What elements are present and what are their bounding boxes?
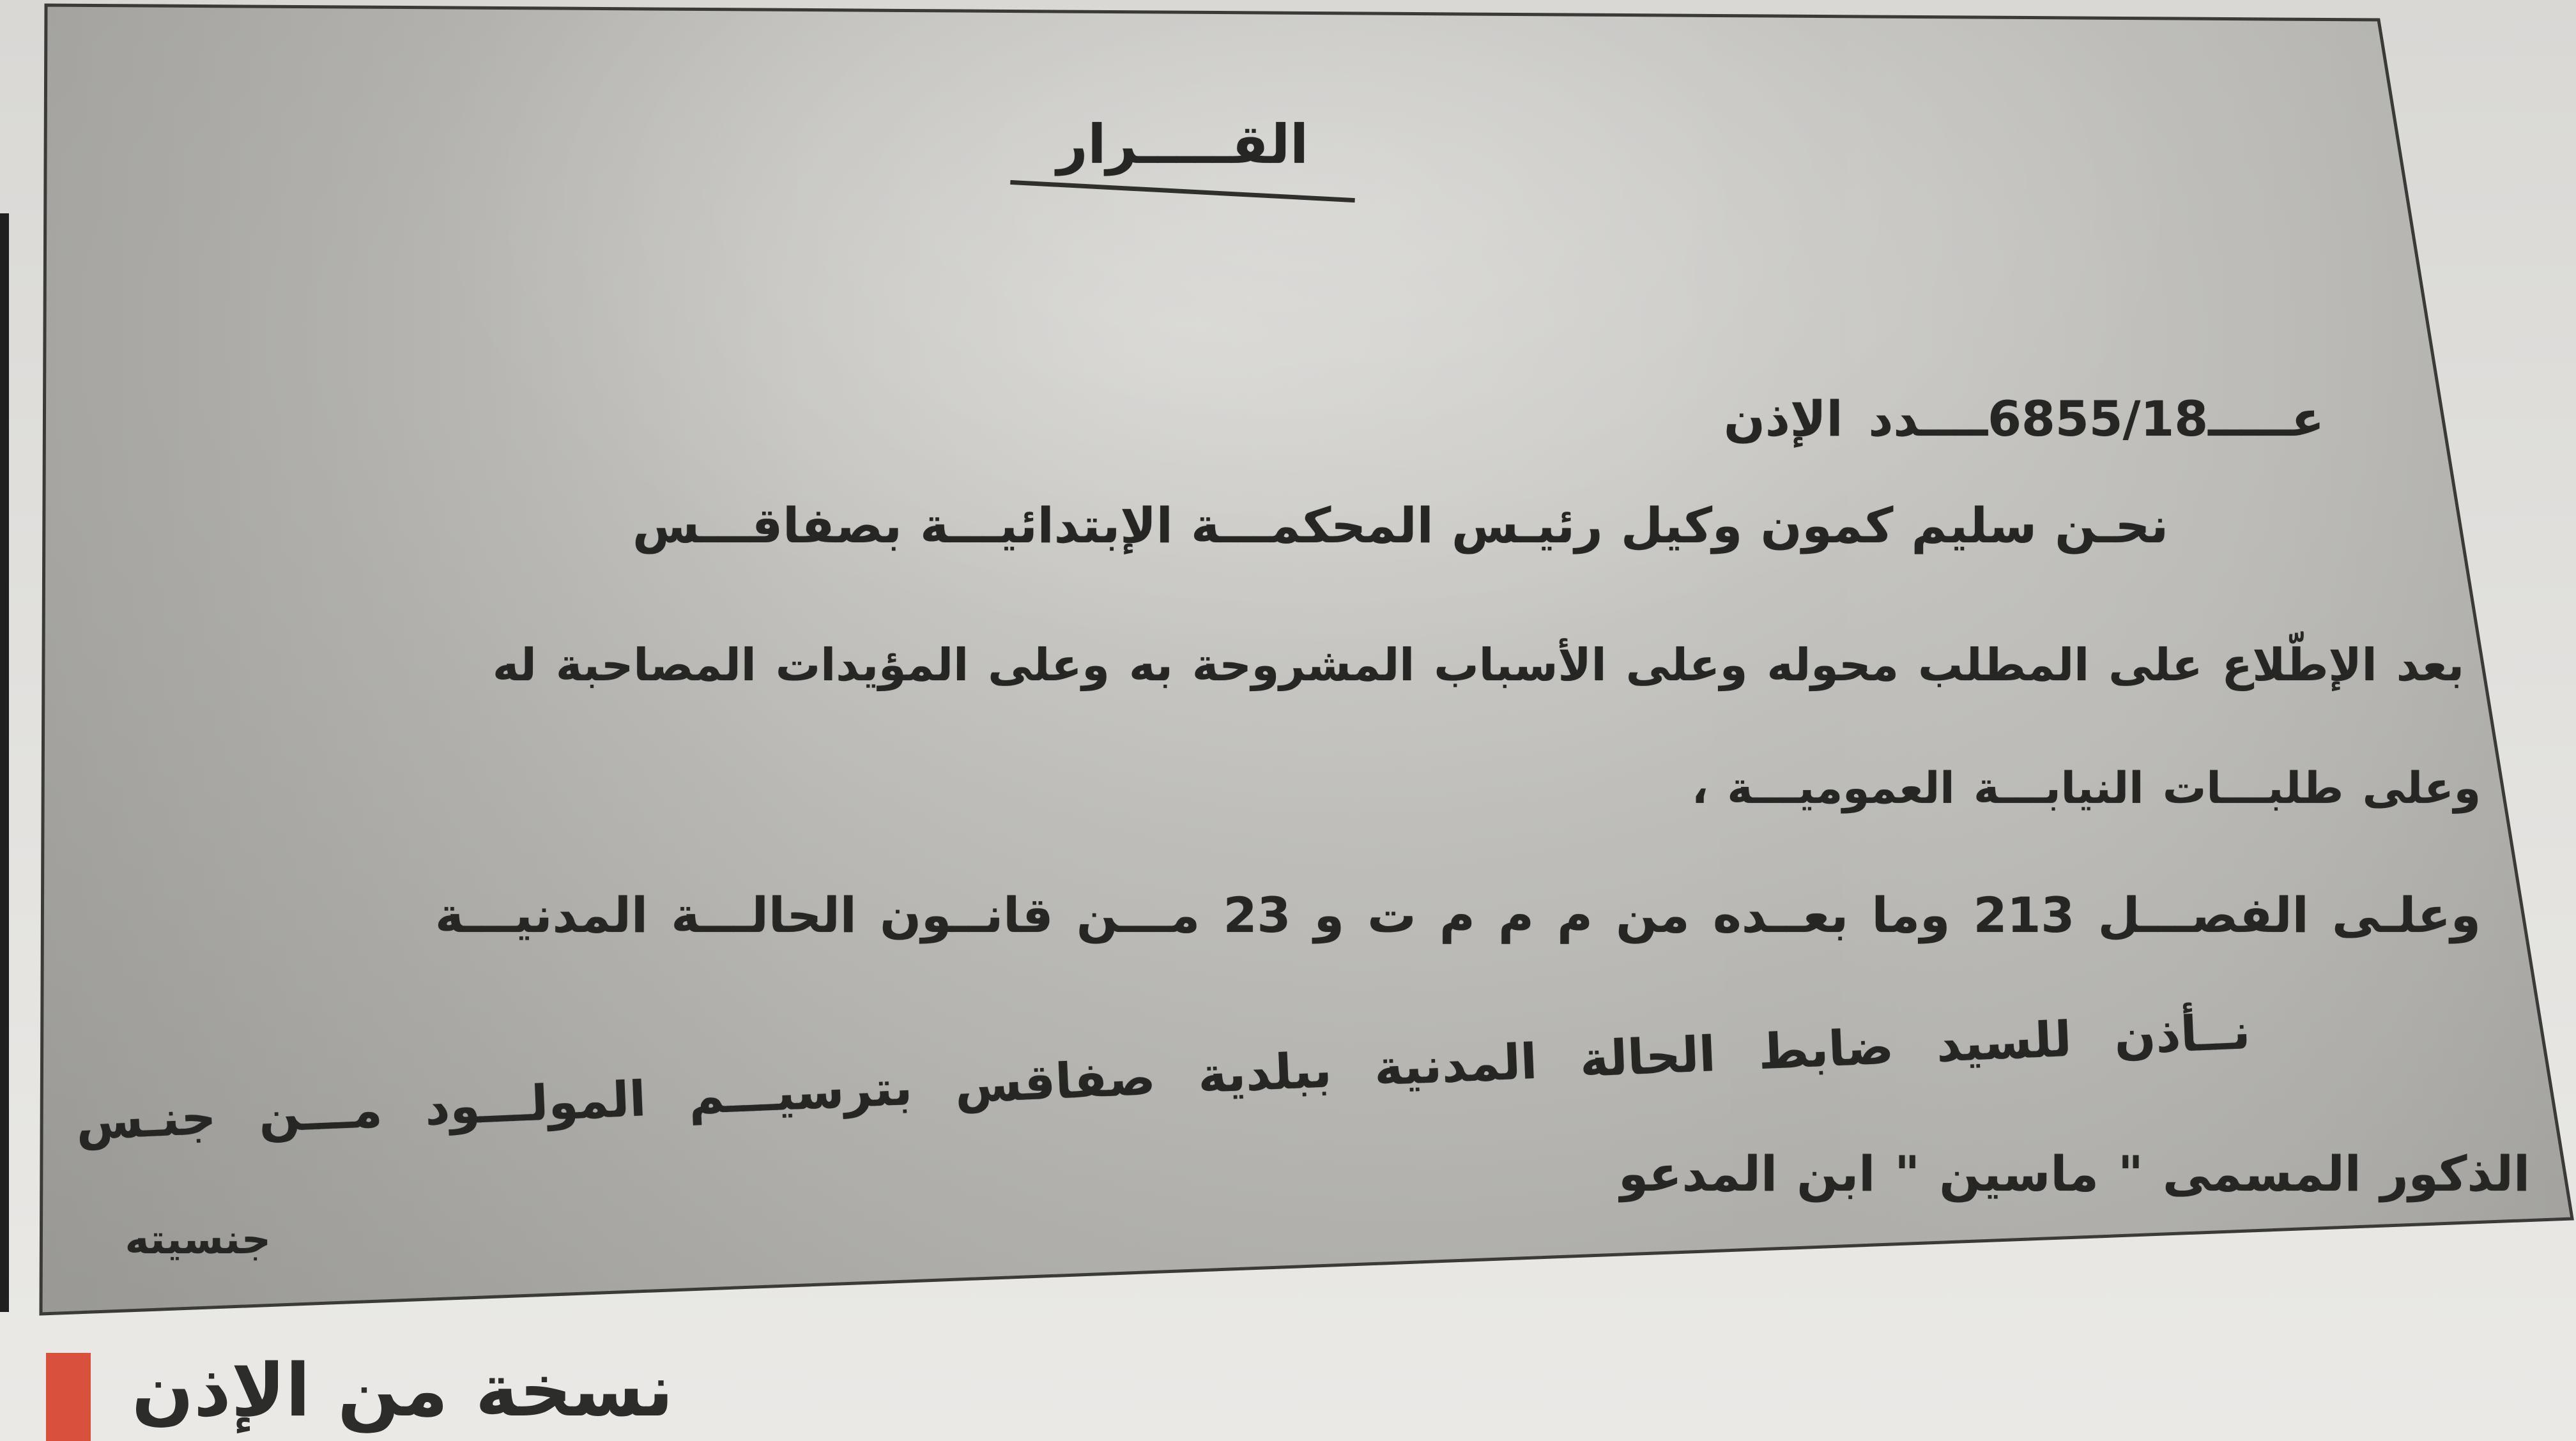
authorization-line: نــأذن للسيد ضابط الحالة المدنية ببلدية صفاقس بترسيـــم المولـــود مـــن جنـس [75, 1003, 2251, 1151]
decision-title: القـــــرار [1057, 113, 1308, 176]
judge-line: نحـن سليم كمون وكيل رئيـس المحكمـــة الإبتدائيـــة بصفاقـــس [632, 497, 2168, 554]
review-line: بعد الإطّلاع على المطلب محوله وعلى الأسباب المشروحة به وعلى المؤيدات المصاحبة له [493, 639, 2464, 691]
caption-title: نسخة من الإذن [132, 1348, 673, 1433]
legal-basis-line: وعلـى الفصـــل 213 وما بعــده من م م م ت و 23 مـــن قانــون الحالـــة المدنيـــة [435, 887, 2481, 943]
child-name-line: الذكور المسمى " ماسين " ابن المدعو [1618, 1145, 2530, 1202]
caption-accent-bar [46, 1353, 91, 1441]
permit-number-line: عـــــ6855/18ــــدد الإذن [1724, 390, 2324, 447]
page-edge-shadow [0, 213, 9, 1312]
nationality-line: جنسيته [125, 1216, 271, 1263]
prosecution-line: وعلى طلبـــات النيابـــة العموميـــة ، [1692, 763, 2481, 814]
